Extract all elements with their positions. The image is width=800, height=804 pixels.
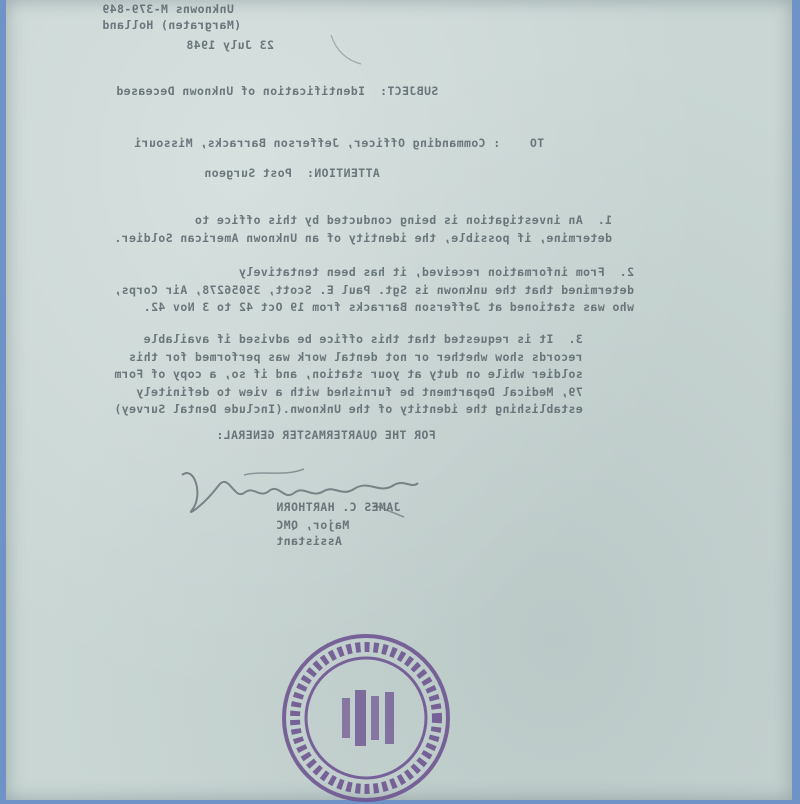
to-label: TO <box>529 136 545 150</box>
paragraph-2: 2. From information received, it has been tentatively determined that the unknown is Sgt. Paul E. Scott, 35056278, Air Corps, who was stationed at Jefferson Barracks from 19 Oct 42 to 3 Nov 42. <box>114 265 634 314</box>
signer-rank: Major, QMC <box>276 518 350 532</box>
attention-line <box>204 166 380 180</box>
paragraph-3: 3. It is requested that this office be advised if available records show whether or not dental work was performed for this soldier while on duty at your station, and if so, a copy of Form 79, Medical Department be furnished with a view to definitely establishing the identity of the Unknown.(Include Dental Survey) <box>114 332 583 416</box>
to-text: : Commanding Officer, Jefferson Barracks, Missouri <box>134 136 501 150</box>
closing-line: FOR THE QUARTERMASTER GENERAL: <box>216 428 436 442</box>
reference-line-2: (Margraten) Holland <box>102 18 242 32</box>
to-line <box>134 136 544 150</box>
subject-line <box>116 84 438 98</box>
reference-line-1: Unknowns M-379-849 <box>102 2 234 16</box>
letter-date: 23 July 1948 <box>186 38 274 52</box>
received-stamp <box>280 632 452 804</box>
signer-name: JAMES C. HARTHORN <box>276 500 401 514</box>
document-page <box>6 0 792 800</box>
subject-text: Identification of Unknown Deceased <box>116 84 366 98</box>
attention-text: Post Surgeon <box>204 166 292 180</box>
handwritten-signature <box>174 455 424 525</box>
subject-label: SUBJECT: <box>379 84 439 98</box>
attention-label: ATTENTION: <box>306 166 380 180</box>
paragraph-1: 1. An investigation is being conducted by this office to determine, if possible, the identity of an Unknown American Soldier. <box>114 213 613 245</box>
signer-title: Assistant <box>276 534 342 548</box>
